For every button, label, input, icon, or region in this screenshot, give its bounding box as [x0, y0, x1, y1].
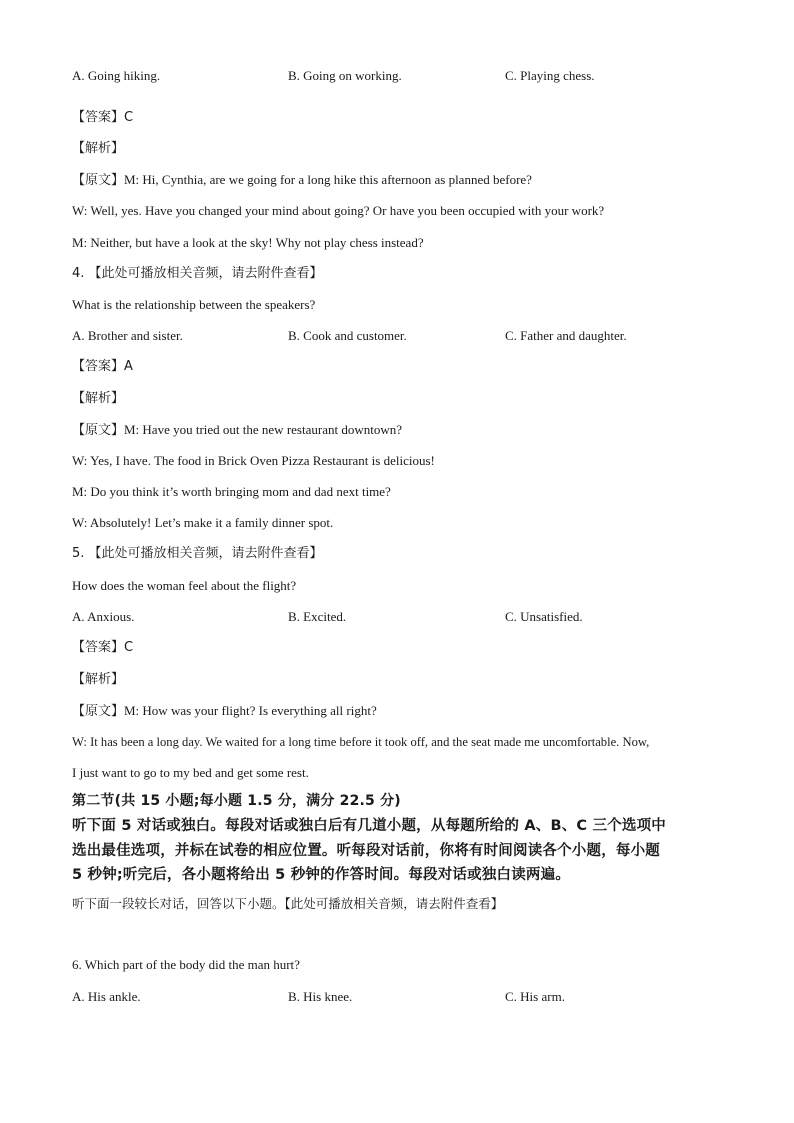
section2-instruction-line: 5 秒钟;听完后，各小题将给出 5 秒钟的作答时间。每段对话或独白读两遍。 [72, 867, 571, 883]
q3-transcript-line: W: Well, yes. Have you changed your mind about going? Or have you been occupied with your work? [72, 203, 605, 218]
q5-transcript-line: W: It has been a long day. We waited for a long time before it took off, and the seat made me uncomfortable. Now, [72, 735, 650, 749]
q3-answer: 【答案】C [72, 110, 134, 125]
q3-analysis: 【解析】 [72, 141, 125, 156]
q5-option-b: B. Excited. [288, 609, 347, 624]
q4-option-b: B. Cook and customer. [288, 328, 407, 343]
section2-instruction-line: 听下面 5 对话或独白。每段对话或独白后有几道小题，从每题所给的 A、B、C 三个选项中 [72, 818, 666, 834]
section2-subnote: 听下面一段较长对话，回答以下小题。【此处可播放相关音频，请去附件查看】 [72, 896, 504, 911]
q4-question: What is the relationship between the speakers? [72, 297, 316, 312]
q6-question: 6. Which part of the body did the man hurt? [72, 957, 300, 972]
q3-option-c: C. Playing chess. [505, 68, 595, 83]
q4-option-a: A. Brother and sister. [72, 328, 183, 343]
q5-option-a: A. Anxious. [72, 609, 135, 624]
q3-transcript-line: M: Neither, but have a look at the sky! Why not play chess instead? [72, 235, 424, 250]
q4-number: 4. 【此处可播放相关音频，请去附件查看】 [72, 266, 323, 281]
q4-analysis: 【解析】 [72, 391, 125, 406]
q5-option-c: C. Unsatisfied. [505, 609, 583, 624]
q5-question: How does the woman feel about the flight? [72, 578, 297, 593]
section2-instruction-line: 选出最佳选项，并标在试卷的相应位置。听每段对话前，你将有时间阅读各个小题，每小题 [72, 843, 660, 859]
q6-option-c: C. His arm. [505, 989, 565, 1004]
q5-analysis: 【解析】 [72, 672, 125, 687]
q3-transcript-line: 【原文】M: Hi, Cynthia, are we going for a long hike this afternoon as planned before? [72, 172, 532, 187]
q3-option-a: A. Going hiking. [72, 68, 161, 83]
q4-transcript-line: M: Do you think it’s worth bringing mom and dad next time? [72, 484, 391, 499]
q5-transcript-line: 【原文】M: How was your flight? Is everything all right? [72, 703, 377, 718]
q4-transcript-line: W: Yes, I have. The food in Brick Oven Pizza Restaurant is delicious! [72, 453, 435, 468]
q5-transcript-line: I just want to go to my bed and get some rest. [72, 765, 309, 780]
q5-answer: 【答案】C [72, 640, 134, 655]
q4-transcript-line: 【原文】M: Have you tried out the new restaurant downtown? [72, 422, 402, 437]
q4-option-c: C. Father and daughter. [505, 328, 627, 343]
q6-option-a: A. His ankle. [72, 989, 141, 1004]
q4-transcript-line: W: Absolutely! Let’s make it a family dinner spot. [72, 515, 334, 530]
q6-option-b: B. His knee. [288, 989, 353, 1004]
q4-answer: 【答案】A [72, 359, 133, 374]
section2-heading: 第二节(共 15 小题;每小题 1.5 分，满分 22.5 分) [72, 793, 401, 809]
q5-number: 5. 【此处可播放相关音频，请去附件查看】 [72, 546, 323, 561]
q3-option-b: B. Going on working. [288, 68, 402, 83]
